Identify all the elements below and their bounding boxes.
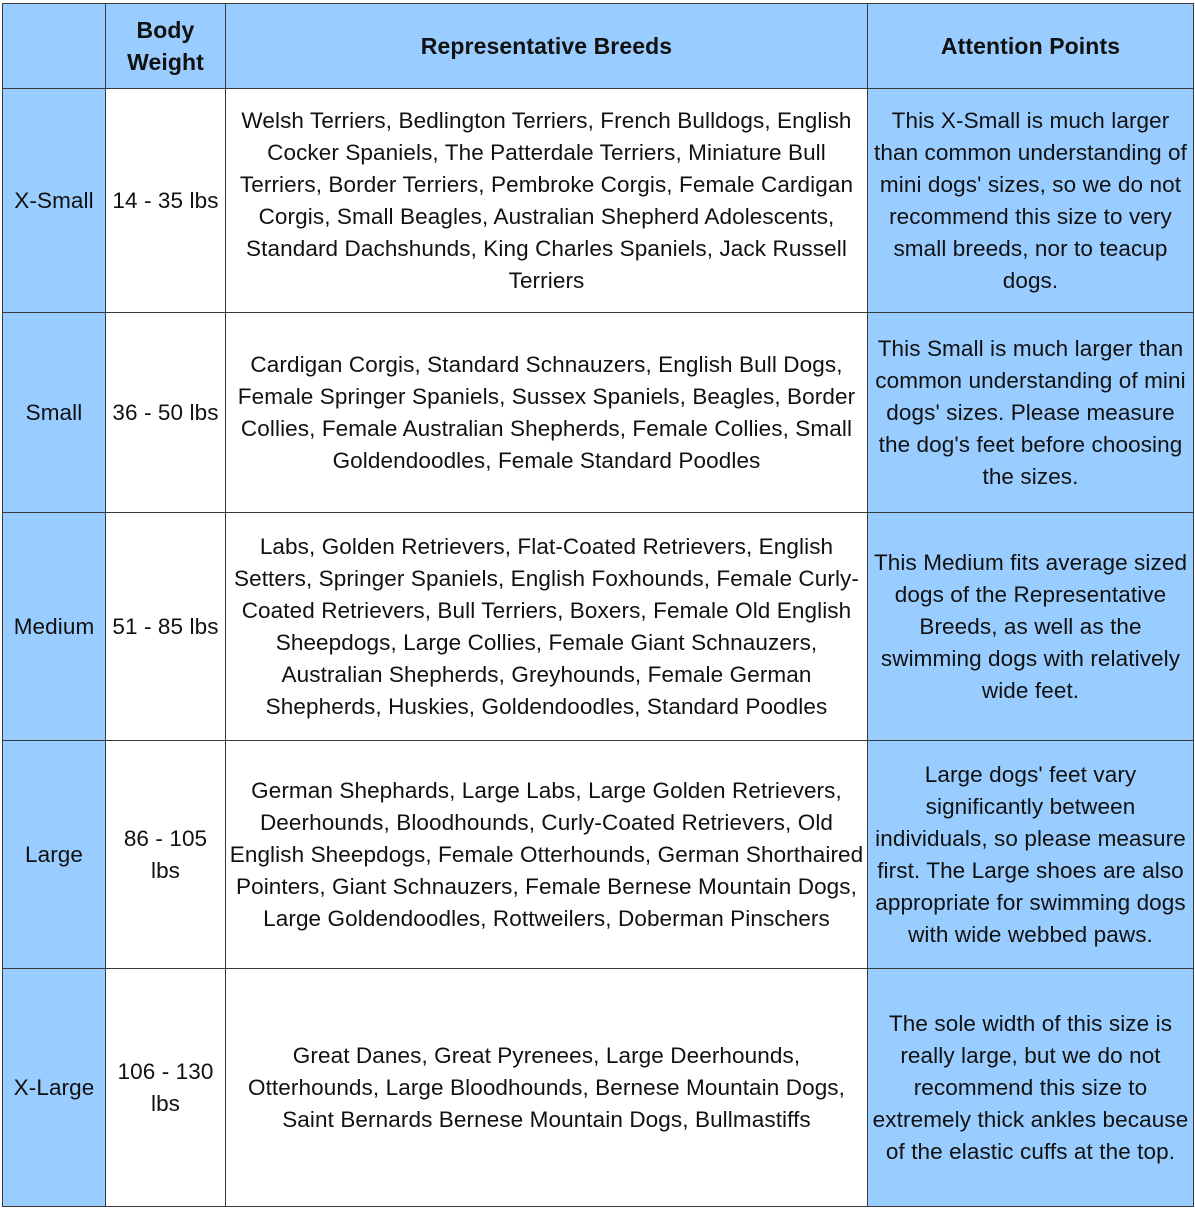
size-chart: [2, 3, 1193, 1207]
table-row: [3, 741, 1194, 969]
size-label: X-Large: [3, 969, 106, 1207]
table-row: [3, 313, 1194, 513]
weight-range: 14 - 35 lbs: [106, 89, 226, 313]
size-table: [2, 3, 1194, 1207]
header-size: [3, 4, 106, 89]
table-row: [3, 89, 1194, 313]
table-row: [3, 969, 1194, 1207]
weight-range: 86 - 105 lbs: [106, 741, 226, 969]
header-body-weight: Body Weight: [106, 4, 226, 89]
weight-range: 36 - 50 lbs: [106, 313, 226, 513]
attention-note: Large dogs' feet vary significantly between individuals, so please measure first. The Large shoes are also appropriate for swimming dogs with wide webbed paws.: [868, 741, 1194, 969]
attention-note: This Small is much larger than common understanding of mini dogs' sizes. Please measure the dog's feet before choosing the sizes.: [868, 313, 1194, 513]
attention-note: This X-Small is much larger than common understanding of mini dogs' sizes, so we do not recommend this size to very small breeds, nor to teacup dogs.: [868, 89, 1194, 313]
header-row: [3, 4, 1194, 89]
weight-range: 106 - 130 lbs: [106, 969, 226, 1207]
header-attention-points: Attention Points: [868, 4, 1194, 89]
size-label: Small: [3, 313, 106, 513]
attention-note: This Medium fits average sized dogs of the Representative Breeds, as well as the swimming dogs with relatively wide feet.: [868, 513, 1194, 741]
size-label: Medium: [3, 513, 106, 741]
weight-range: 51 - 85 lbs: [106, 513, 226, 741]
table-row: [3, 513, 1194, 741]
size-label: Large: [3, 741, 106, 969]
breeds-list: Labs, Golden Retrievers, Flat-Coated Retrievers, English Setters, Springer Spaniels, English Foxhounds, Female Curly-Coated Retrievers, Bull Terriers, Boxers, Female Old English Sheepdogs, Large Collies, Female Giant Schnauzers, Australian Shepherds, Greyhounds, Female German Shepherds, Huskies, Goldendoodles, Standard Poodles: [226, 513, 868, 741]
breeds-list: Cardigan Corgis, Standard Schnauzers, English Bull Dogs, Female Springer Spaniels, Sussex Spaniels, Beagles, Border Collies, Female Australian Shepherds, Female Collies, Small Goldendoodles, Female Standard Poodles: [226, 313, 868, 513]
breeds-list: Welsh Terriers, Bedlington Terriers, French Bulldogs, English Cocker Spaniels, The Patterdale Terriers, Miniature Bull Terriers, Border Terriers, Pembroke Corgis, Female Cardigan Corgis, Small Beagles, Australian Shepherd Adolescents, Standard Dachshunds, King Charles Spaniels, Jack Russell Terriers: [226, 89, 868, 313]
breeds-list: German Shephards, Large Labs, Large Golden Retrievers, Deerhounds, Bloodhounds, Curly-Coated Retrievers, Old English Sheepdogs, Female Otterhounds, German Shorthaired Pointers, Giant Schnauzers, Female Bernese Mountain Dogs, Large Goldendoodles, Rottweilers, Doberman Pinschers: [226, 741, 868, 969]
breeds-list: Great Danes, Great Pyrenees, Large Deerhounds, Otterhounds, Large Bloodhounds, Bernese Mountain Dogs, Saint Bernards Bernese Mountain Dogs, Bullmastiffs: [226, 969, 868, 1207]
size-label: X-Small: [3, 89, 106, 313]
header-representative-breeds: Representative Breeds: [226, 4, 868, 89]
attention-note: The sole width of this size is really large, but we do not recommend this size to extremely thick ankles because of the elastic cuffs at the top.: [868, 969, 1194, 1207]
